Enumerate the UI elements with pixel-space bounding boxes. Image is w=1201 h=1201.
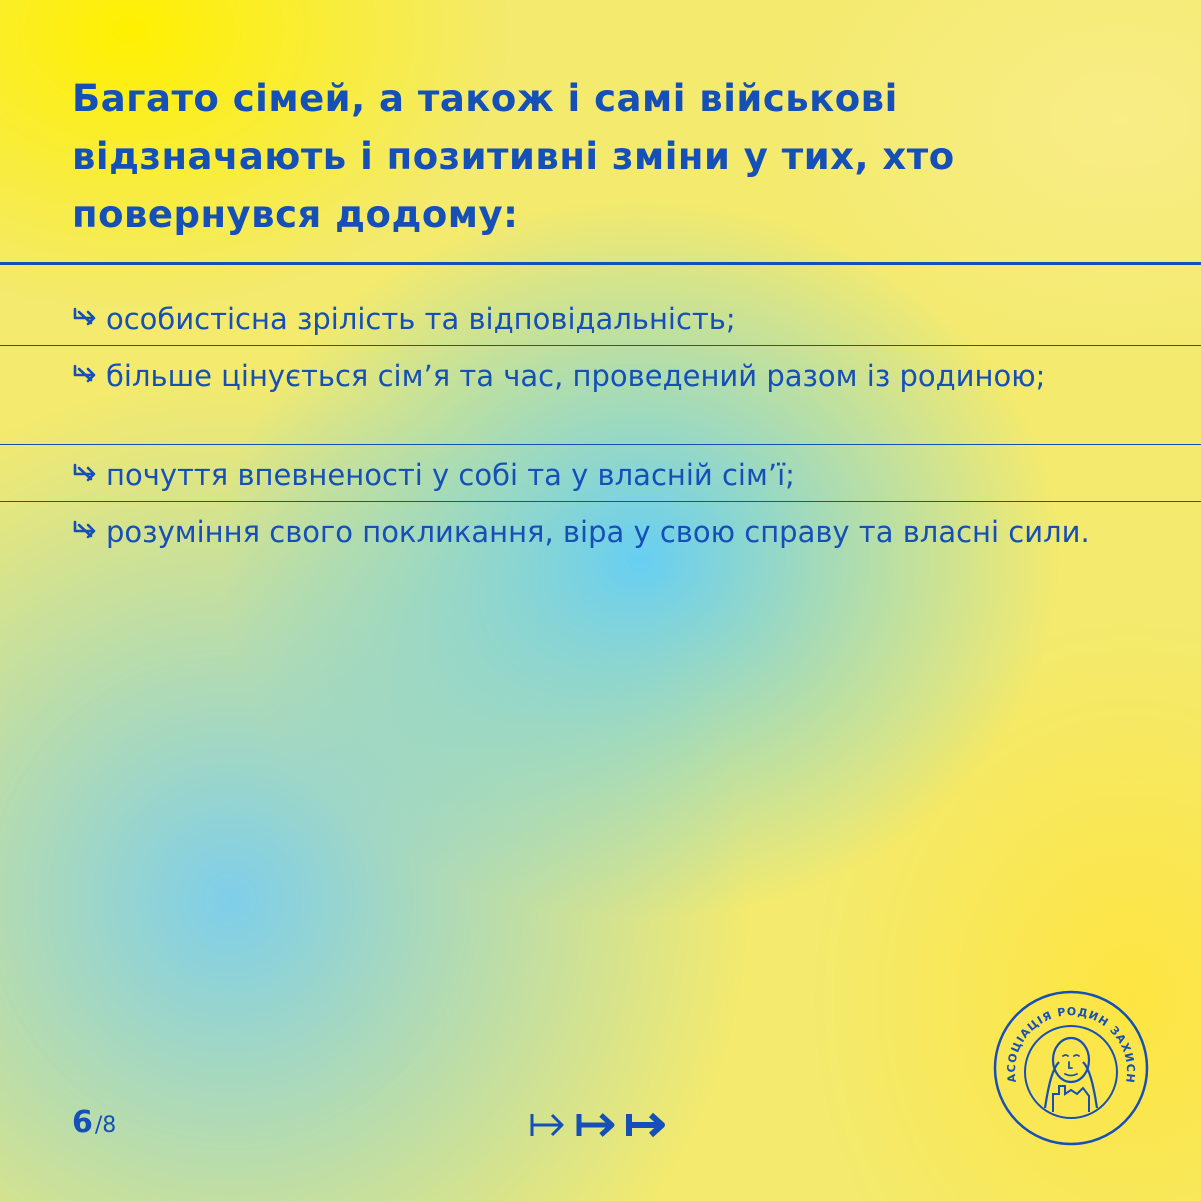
page-current: 6 [72, 1105, 93, 1140]
arrow-right-icon [528, 1110, 568, 1140]
arrow-right-icon [624, 1110, 668, 1140]
page-total: /8 [94, 1113, 117, 1138]
list-item-text: розуміння свого покликання, віра у свою справу та власні сили. [106, 515, 1090, 549]
association-logo [993, 990, 1149, 1146]
next-slide-arrows[interactable] [528, 1110, 668, 1140]
list-item-text: почуття впевненості у собі та у власній сім’ї; [106, 458, 795, 492]
arrow-down-right-icon [72, 513, 106, 551]
logo-text: АСОЦІАЦІЯ РОДИН ЗАХИСН [1004, 1005, 1138, 1085]
divider [0, 444, 1201, 445]
list-item-text: особистісна зрілість та відповідальність; [106, 302, 736, 336]
arrow-down-right-icon [72, 456, 106, 494]
page-indicator [72, 1105, 116, 1140]
arrow-right-icon [574, 1110, 618, 1140]
headline: Багато сімей, а також і самі військові відзначають і позитивні зміни у тих, хто повернувся додому: [72, 77, 955, 236]
header-divider [0, 262, 1201, 265]
divider [0, 345, 1201, 346]
divider [0, 501, 1201, 502]
list-item [0, 357, 1201, 395]
svg-text:АСОЦІАЦІЯ РОДИН ЗАХИСНИКІВ «АЗ [993, 990, 1137, 1084]
arrow-down-right-icon [72, 357, 106, 395]
list-item [0, 513, 1201, 551]
list-item-text: більше цінується сім’я та час, проведений разом із родиною; [106, 359, 1046, 393]
list-item [0, 300, 1201, 338]
arrow-down-right-icon [72, 300, 106, 338]
list-item [0, 456, 1201, 494]
